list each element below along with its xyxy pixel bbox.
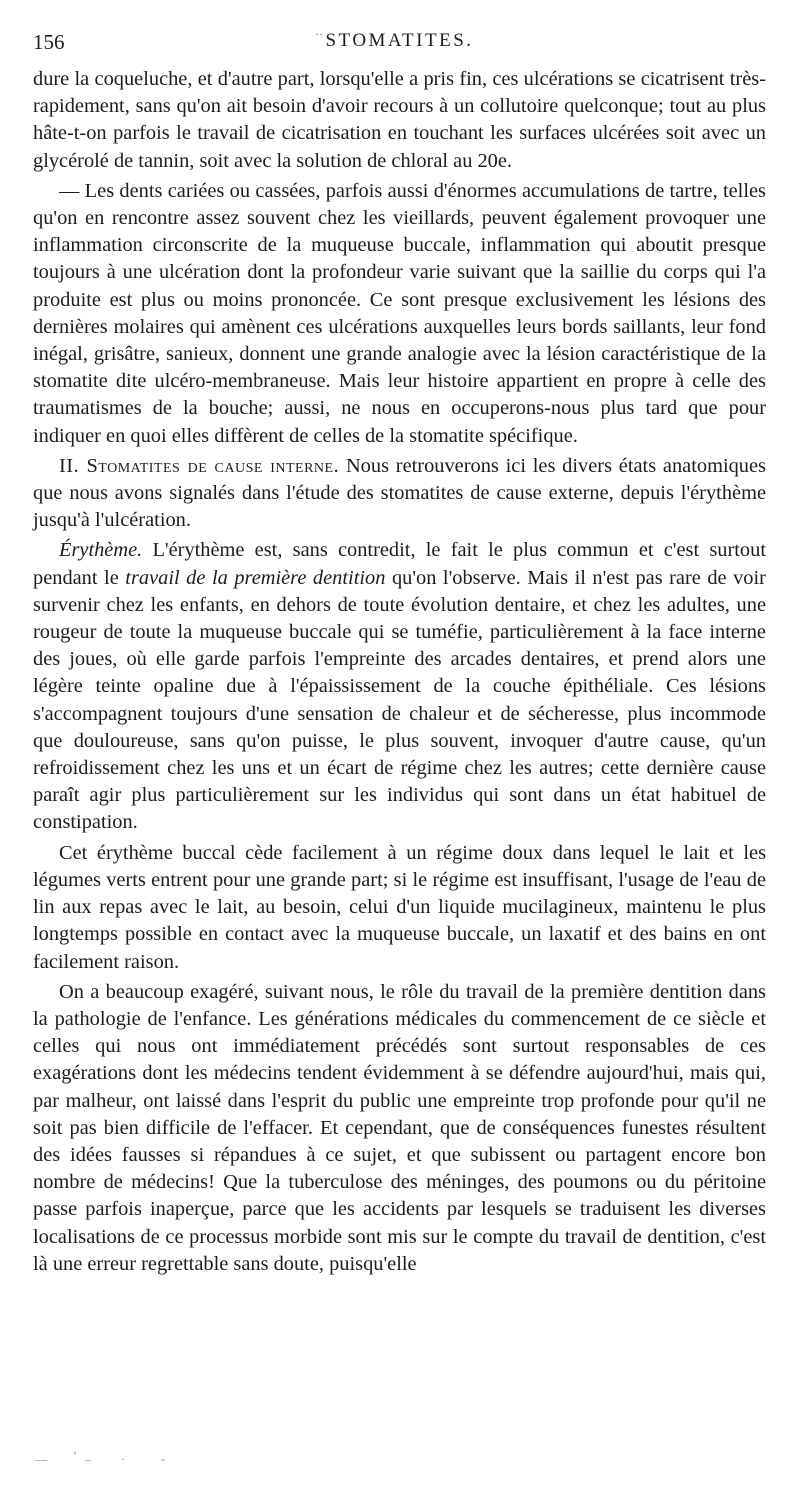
paragraph-text: On a beaucoup exagéré, suivant nous, le rôle du travail de la première dentition dans la pathologie de l'enfance. Les générations médicales du commencement de ce siècle et celles qui nous ont immédiatement précédés sont surtout responsables de ces exagérations dont les médecins tendent évidemment à se défendre aujourd'hui, mais qui, par malheur, ont laissé dans l'esprit du public une empreinte trop profonde pour qu'il ne soit pas bien difficile de l'effacer. Et cependant, que de conséquences funestes résultent des idées fausses si répandues à ce sujet, et que subissent ou partagent encore bon nombre de médecins! Que la tuberculose des méninges, des poumons ou du péritoine passe parfois inaperçue, parce que les accidents par lesquels se traduisent les diverses localisations de ce processus morbide sont mis sur le compte du travail de dentition, c'est là une erreur regrettable sans doute, puisqu'elle [33, 980, 766, 1275]
paragraph-text: Nous retrouverons ici les divers états anatomiques que nous avons signalés dans l'étude des stomatites de cause externe, depuis l'érythème jusqu'à l'ulcération. [33, 454, 766, 532]
page-body [33, 66, 766, 1278]
subsection-heading: Érythème. [59, 539, 143, 562]
page-number: 156 [33, 30, 65, 54]
header-mark: ·· [315, 27, 323, 41]
speck: — [35, 1452, 47, 1466]
speck: ‚ [73, 1442, 77, 1456]
footer-specks [35, 1442, 185, 1478]
emphasis-text: travail de la première dentition [125, 566, 386, 589]
speck: - [161, 1452, 165, 1466]
speck: – [85, 1452, 91, 1466]
paragraph-2 [33, 178, 766, 450]
running-head [33, 27, 766, 60]
paragraph-3 [33, 453, 766, 535]
paragraph-text: Cet érythème buccal cède facilement à un régime doux dans lequel le lait et les légumes verts entrent pour une grande part; si le régime est insuffisant, l'usage de l'eau de lin aux repas avec le lait, au besoin, celui d'un liquide mucilagineux, maintenu le plus longtemps possible en contact avec la muqueuse buccale, un laxatif et des bains en ont facilement raison. [33, 841, 766, 973]
paragraph-5 [33, 840, 766, 976]
paragraph-1 [33, 66, 766, 175]
running-title: STOMATITES. [325, 30, 474, 51]
paragraph-text: qu'on l'observe. Mais il n'est pas rare de voir survenir chez les enfants, en dehors de toute évolution dentaire, et chez les adultes, une rougeur de toute la muqueuse buccale qui se tuméfie, particulièrement à la face interne des joues, où elle garde parfois l'empreinte des arcades dentaires, et prend alors une légère teinte opaline due à l'épaississement de la couche épithéliale. Ces lésions s'accompagnent toujours d'une sensation de chaleur et de sécheresse, plus incommode que douloureuse, sans qu'on puisse, le plus souvent, invoquer d'autre cause, qu'un refroidissement chez les uns et un écart de régime chez les autres; cette dernière cause paraît agir plus particulièrement sur les individus qui sont dans un état habituel de constipation. [33, 566, 766, 834]
section-heading: II. Stomatites de cause interne. [59, 454, 340, 477]
paragraph-6 [33, 979, 766, 1278]
paragraph-text: — Les dents cariées ou cassées, parfois aussi d'énormes accumulations de tartre, telles qu'on en rencontre assez souvent chez les vieillards, peuvent également provoquer une inflammation circonscrite de la muqueuse buccale, inflammation qui aboutit presque toujours à une ulcération dont la profondeur varie suivant que la saillie du corps qui l'a produite est plus ou moins prononcée. Ce sont presque exclusivement les lésions des dernières molaires qui amènent ces ulcérations auxquelles leurs bords saillants, leur fond inégal, grisâtre, sanieux, donnent une grande analogie avec la lésion caractéristique de la stomatite dite ulcéro-membraneuse. Mais leur histoire appartient en propre à celle des traumatismes de la bouche; aussi, ne nous en occuperons-nous plus tard que pour indiquer en quoi elles diffèrent de celles de la stomatite spécifique. [33, 179, 766, 447]
paragraph-4 [33, 537, 766, 836]
paragraph-text: L'érythème est, sans contredit, le fait le plus commun et c'est surtout pendant le [33, 539, 766, 589]
speck: · [121, 1452, 125, 1466]
paragraph-text: dure la coqueluche, et d'autre part, lorsqu'elle a pris fin, ces ulcérations se cicatrisent très-rapidement, sans qu'on ait besoin d'avoir recours à un collutoire quelconque; tout au plus hâte-t-on parfois le travail de cicatrisation en touchant les surfaces ulcérées soit avec un glycérolé de tannin, soit avec la solution de chloral au 20e. [33, 68, 766, 172]
book-page [33, 27, 766, 1281]
